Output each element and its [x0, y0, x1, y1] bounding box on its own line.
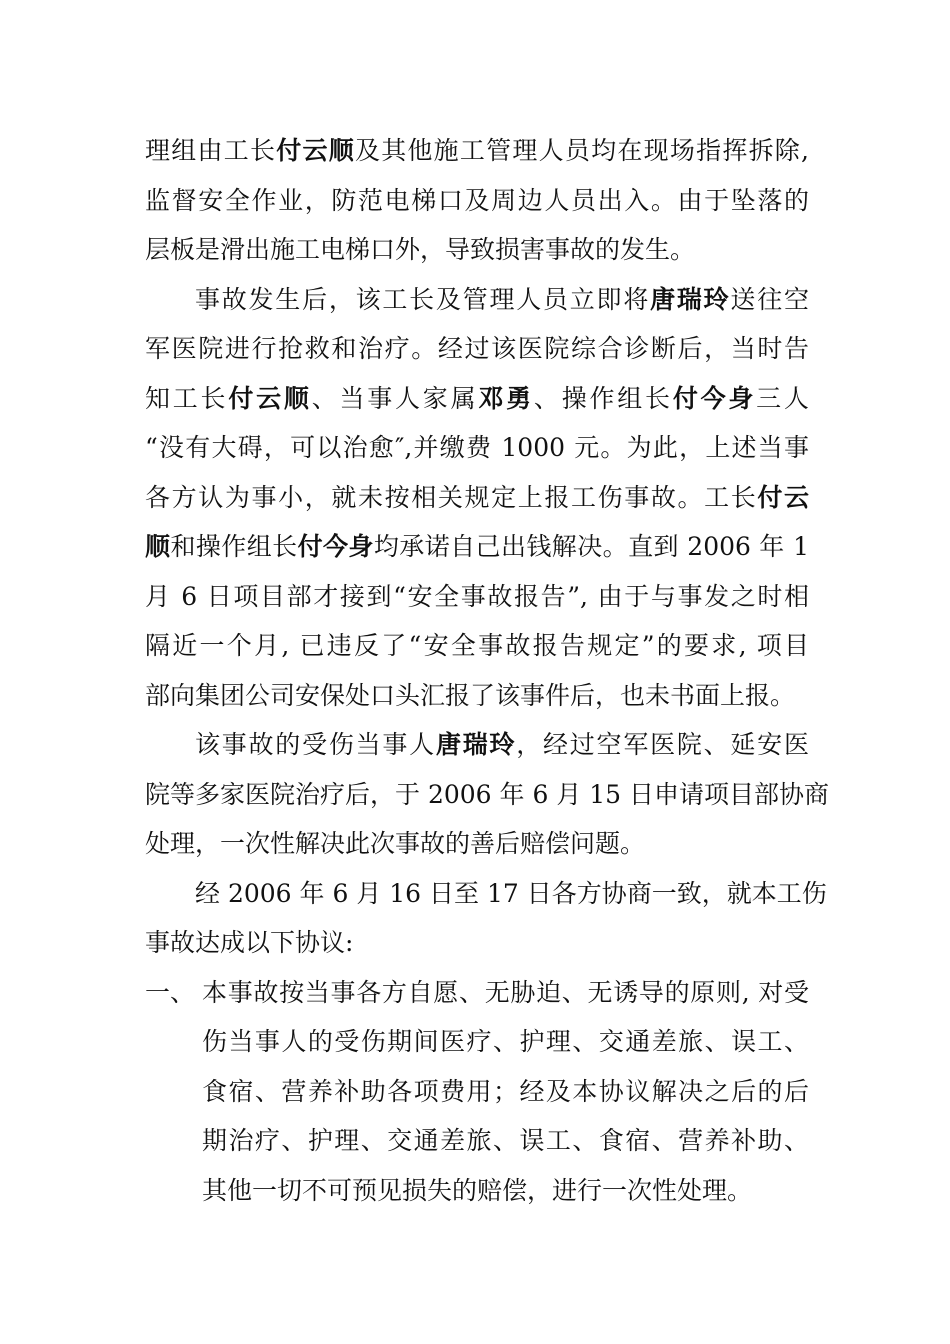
paragraph-3 — [145, 720, 830, 869]
paragraph-line: 该事故的受伤当事人唐瑞玲，经过空军医院、延安医 — [195, 730, 809, 759]
paragraph-line: “没有大碍，可以治愈″,并缴费 1000 元。为此，上述当事 — [145, 433, 809, 462]
paragraph-line: 知工长付云顺、当事人家属邓勇、操作组长付今身三人 — [145, 383, 809, 413]
paragraph-line: 层板是滑出施工电梯口外，导致损害事故的发生。 — [145, 235, 696, 264]
name-deng-yong: 邓勇 — [478, 383, 534, 413]
agreement-item-1 — [145, 968, 809, 1216]
item-first-line — [145, 968, 809, 1018]
name-fu-yunshun: 付云顺 — [228, 383, 312, 413]
name-fu-jinshen: 付今身 — [672, 383, 757, 413]
paragraph-line: 部向集团公司安保处口头汇报了该事件后，也未书面上报。 — [145, 680, 796, 710]
paragraph-line: 军医院进行抢救和治疗。经过该医院综合诊断后，当时告 — [145, 334, 809, 363]
paragraph-line: 事故达成以下协议: — [145, 928, 354, 957]
paragraph-line: 理组由工长付云顺及其他施工管理人员均在现场指挥拆除, — [145, 136, 809, 165]
name-tang-ruiling: 唐瑞玲 — [650, 284, 731, 314]
name-fu-yunshun-part: 顺 — [145, 532, 171, 561]
name-fu-yunshun-part: 付云 — [757, 482, 809, 512]
item-line: 食宿、营养补助各项费用；经及本协议解决之后的后 — [202, 1076, 809, 1106]
paragraph-4 — [145, 869, 827, 968]
paragraph-line: 各方认为事小，就未按相关规定上报工伤事故。工长付云 — [145, 482, 809, 512]
paragraph-line: 事故发生后，该工长及管理人员立即将唐瑞玲送往空 — [195, 284, 809, 314]
item-number: 一、 — [145, 977, 196, 1007]
paragraph-line: 监督安全作业，防范电梯口及周边人员出入。由于坠落的 — [145, 185, 809, 215]
item-text: 本事故按当事各方自愿、无胁迫、无诱导的原则, 对受 — [202, 977, 809, 1007]
paragraph-line: 月 6 日项目部才接到“安全事故报告”, 由于与事发之时相 — [145, 581, 809, 611]
paragraph-2 — [145, 275, 809, 721]
name-fu-yunshun: 付云顺 — [276, 136, 355, 165]
name-tang-ruiling: 唐瑞玲 — [435, 730, 517, 759]
item-line: 期治疗、护理、交通差旅、误工、食宿、营养补助、 — [202, 1126, 809, 1155]
item-line: 伤当事人的受伤期间医疗、护理、交通差旅、误工、 — [202, 1027, 809, 1056]
paragraph-line: 经 2006 年 6 月 16 日至 17 日各方协商一致，就本工伤 — [195, 878, 827, 908]
document-page — [145, 126, 830, 1215]
paragraph-1 — [145, 126, 809, 275]
paragraph-line: 院等多家医院治疗后，于 2006 年 6 月 15 日申请项目部协商 — [145, 779, 830, 809]
paragraph-line: 顺和操作组长付今身均承诺自己出钱解决。直到 2006 年 1 — [145, 532, 809, 561]
item-line: 其他一切不可预见损失的赔偿，进行一次性处理。 — [202, 1175, 753, 1205]
paragraph-line: 隔近一个月, 已违反了“安全事故报告规定”的要求, 项目 — [145, 631, 809, 660]
name-fu-jinshen: 付今身 — [297, 532, 374, 561]
paragraph-line: 处理，一次性解决此次事故的善后赔偿问题。 — [145, 829, 646, 858]
